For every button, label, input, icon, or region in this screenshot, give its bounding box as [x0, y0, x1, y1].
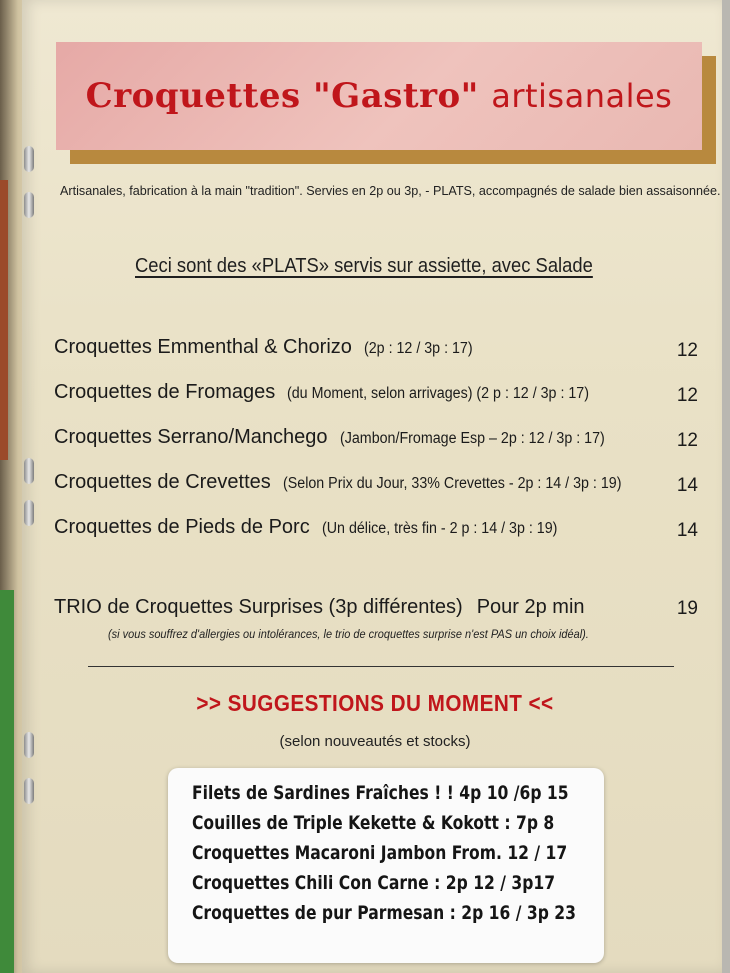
suggestion-item: Croquettes de pur Parmesan : 2p 16 / 3p 23: [192, 902, 576, 924]
suggestions-title: >> SUGGESTIONS DU MOMENT <<: [196, 690, 554, 716]
title-main: Croquettes "Gastro": [85, 76, 479, 116]
menu-item: [54, 381, 700, 426]
item-price: 12: [676, 385, 698, 406]
menu-item: [54, 426, 700, 471]
suggestion-item: Croquettes Macaroni Jambon From. 12 / 17: [192, 842, 568, 864]
item-detail: (du Moment, selon arrivages) (2 p : 12 / 3p : 17): [287, 385, 590, 402]
suggestion-item: Croquettes Chili Con Carne : 2p 12 / 3p17: [192, 872, 556, 894]
suggestion-item: Couilles de Triple Kekette & Kokott : 7p 8: [192, 812, 555, 834]
allergy-note: (si vous souffrez d'allergies ou intolérances, le trio de croquettes surprise n'est PAS un choix idéal).: [108, 627, 589, 641]
item-price: 12: [676, 430, 698, 451]
adjacent-page-edge: [0, 180, 8, 460]
item-detail: (Un délice, très fin - 2 p : 14 / 3p : 19): [321, 520, 558, 537]
trio-name: TRIO de Croquettes Surprises (3p différentes): [54, 596, 463, 618]
suggestions-subtitle: (selon nouveautés et stocks): [279, 733, 471, 750]
trio-min-portions: Pour 2p min: [476, 596, 585, 618]
suggestion-item: Filets de Sardines Fraîches ! ! 4p 10 /6p 15: [192, 782, 569, 804]
intro-text: Artisanales, fabrication à la main "tradition". Servies en 2p ou 3p, - PLATS, accompagnés de salade bien assaisonnée.: [60, 184, 721, 198]
menu-item: [54, 336, 700, 381]
item-price: 14: [676, 475, 698, 496]
menu-item: [54, 516, 700, 561]
item-name: Croquettes Emmenthal & Chorizo: [54, 336, 352, 358]
item-name: Croquettes de Fromages: [54, 381, 276, 403]
page-title: [86, 76, 673, 116]
item-detail: (Jambon/Fromage Esp – 2p : 12 / 3p : 17): [339, 430, 605, 447]
item-name: Croquettes Serrano/Manchego: [54, 426, 328, 448]
binder-ring-icon: [24, 192, 34, 218]
menu-cover-edge: [0, 590, 14, 973]
title-banner: [56, 42, 702, 150]
suggestions-list: [192, 782, 660, 932]
title-tail: artisanales: [491, 77, 673, 115]
item-name: Croquettes de Crevettes: [54, 471, 271, 493]
item-name: Croquettes de Pieds de Porc: [54, 516, 310, 538]
binder-ring-icon: [24, 146, 34, 172]
binder-ring-icon: [24, 458, 34, 484]
trio-price: 19: [676, 598, 698, 619]
trio-item: [54, 596, 700, 626]
divider: [88, 666, 674, 667]
section-subtitle: Ceci sont des «PLATS» servis sur assiette, avec Salade: [135, 255, 593, 277]
item-price: 14: [676, 520, 698, 541]
item-detail: (Selon Prix du Jour, 33% Crevettes - 2p : 14 / 3p : 19): [282, 475, 622, 492]
item-price: 12: [676, 340, 698, 361]
item-detail: (2p : 12 / 3p : 17): [363, 340, 473, 357]
menu-item: [54, 471, 700, 516]
binder-ring-icon: [24, 778, 34, 804]
croquettes-list: [54, 336, 700, 561]
binder-ring-icon: [24, 500, 34, 526]
suggestions-card: [168, 768, 604, 963]
